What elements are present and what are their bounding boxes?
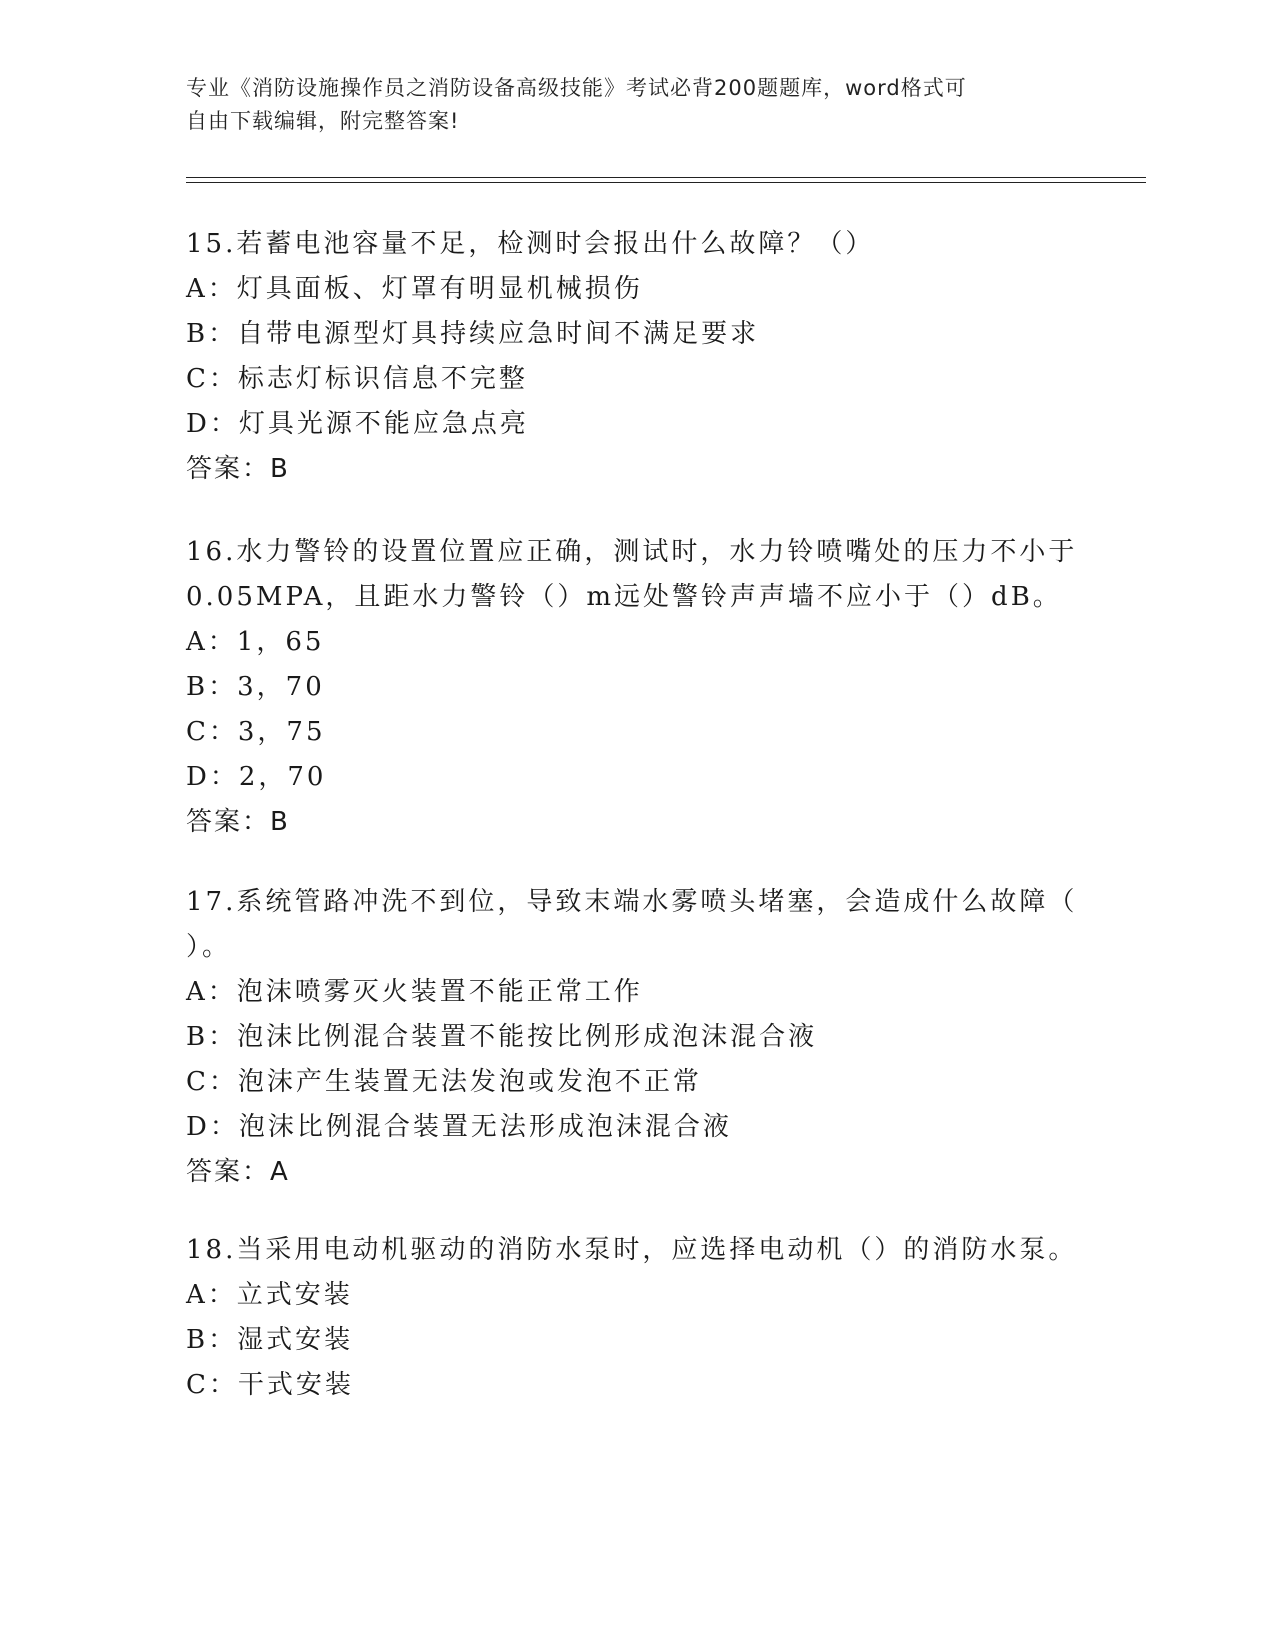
answer-label: 答案：B bbox=[186, 807, 290, 837]
option-d: D：2，70 bbox=[186, 762, 327, 792]
question-18 bbox=[186, 1228, 1086, 1408]
question-stem: 17.系统管路冲洗不到位，导致末端水雾喷头堵塞，会造成什么故障（ bbox=[186, 887, 1078, 917]
question-16 bbox=[186, 530, 1086, 845]
option-a: A：立式安装 bbox=[186, 1280, 353, 1310]
question-stem: 16.水力警铃的设置位置应正确，测试时，水力铃喷嘴处的压力不小于 bbox=[186, 537, 1078, 567]
question-15 bbox=[186, 222, 1086, 492]
option-b: B：湿式安装 bbox=[186, 1325, 354, 1355]
question-stem: 15.若蓄电池容量不足，检测时会报出什么故障？（） bbox=[186, 229, 875, 259]
question-stem-continued: ）。 bbox=[186, 932, 232, 962]
header-divider-top bbox=[186, 177, 1146, 178]
option-c: C：标志灯标识信息不完整 bbox=[186, 364, 528, 394]
option-d: D：灯具光源不能应急点亮 bbox=[186, 409, 529, 439]
document-header bbox=[186, 72, 1066, 138]
option-a: A：1，65 bbox=[186, 627, 325, 657]
option-d: D：泡沫比例混合装置无法形成泡沫混合液 bbox=[186, 1112, 732, 1142]
answer-label: 答案：A bbox=[186, 1157, 290, 1187]
option-c: C：干式安装 bbox=[186, 1370, 354, 1400]
header-line-1: 专业《消防设施操作员之消防设备高级技能》考试必背200题题库，word格式可 bbox=[186, 76, 967, 100]
option-a: A：泡沫喷雾灭火装置不能正常工作 bbox=[186, 977, 643, 1007]
header-divider-bottom bbox=[186, 182, 1146, 183]
option-c: C：3，75 bbox=[186, 717, 326, 747]
question-17 bbox=[186, 880, 1086, 1195]
question-stem: 18.当采用电动机驱动的消防水泵时，应选择电动机（）的消防水泵。 bbox=[186, 1235, 1078, 1265]
option-b: B：泡沫比例混合装置不能按比例形成泡沫混合液 bbox=[186, 1022, 818, 1052]
option-a: A：灯具面板、灯罩有明显机械损伤 bbox=[186, 274, 643, 304]
option-b: B：自带电源型灯具持续应急时间不满足要求 bbox=[186, 319, 760, 349]
question-stem-continued: 0.05MPA，且距水力警铃（）m远处警铃声声墙不应小于（）dB。 bbox=[186, 582, 1062, 612]
option-c: C：泡沫产生装置无法发泡或发泡不正常 bbox=[186, 1067, 702, 1097]
option-b: B：3，70 bbox=[186, 672, 325, 702]
answer-label: 答案：B bbox=[186, 454, 290, 484]
header-line-2: 自由下载编辑，附完整答案! bbox=[186, 109, 460, 133]
